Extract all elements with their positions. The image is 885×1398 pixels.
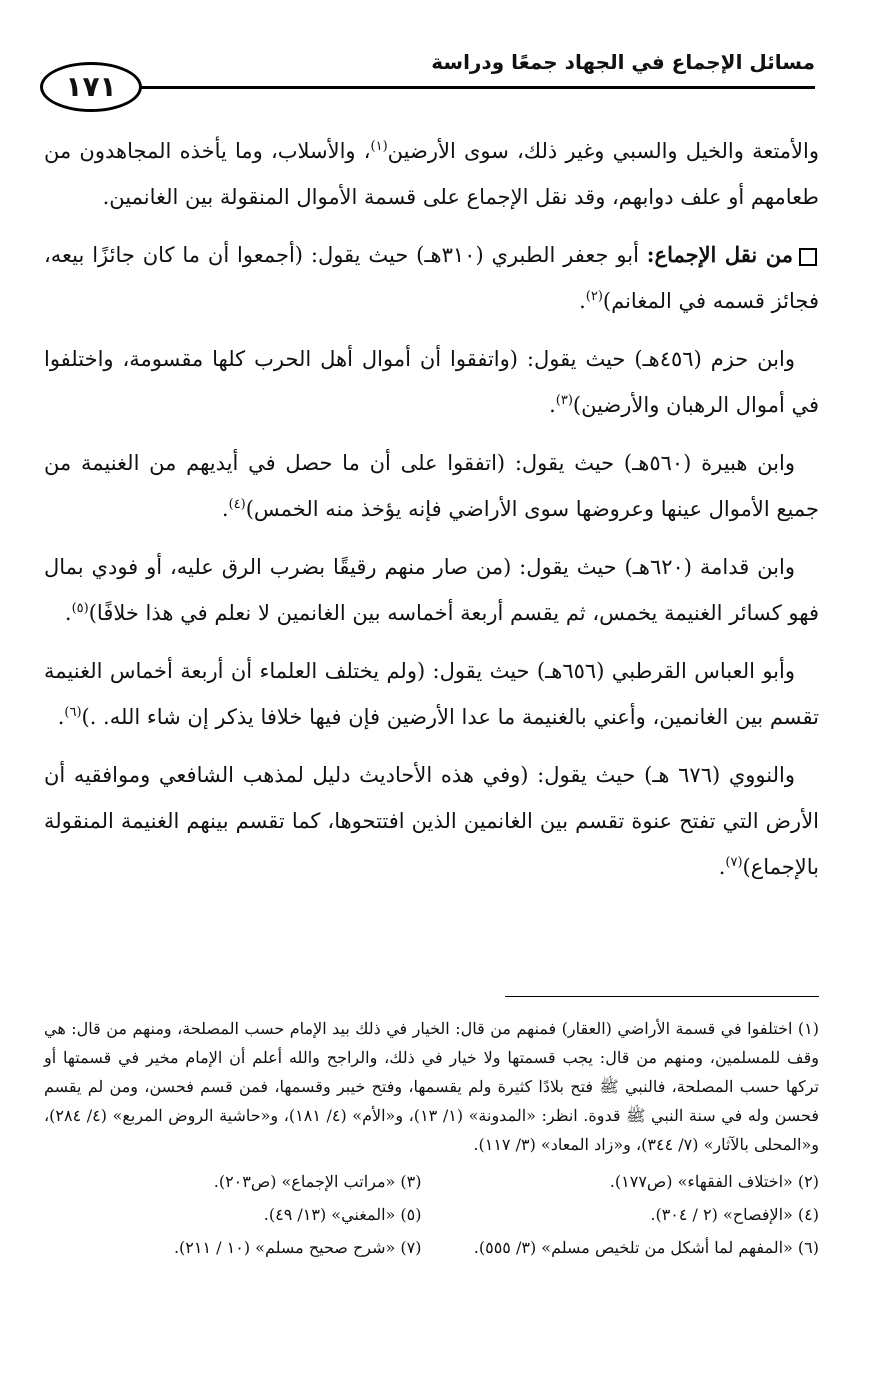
paragraph-7: والنووي (٦٧٦ هـ) حيث يقول: (وفي هذه الأحاديث دليل لمذهب الشافعي وموافقيه أن الأرض التي تفتح عنوة تقسم بين الغانمين الذين افتتحوها، كما تقسم بينهم الغنيمة المنقولة بالإجماع)$^{(٧)}$. bbox=[44, 763, 819, 879]
paragraph-2: من نقل الإجماع: أبو جعفر الطبري (٣١٠هـ) حيث يقول: (أجمعوا أن ما كان جائزًا بيعه، فجائز قسمه في المغانم)$^{(٢)}$. bbox=[44, 242, 819, 313]
footnote-2: (٢) «اختلاف الفقهاء» (ص١٧٧). bbox=[609, 1172, 819, 1191]
footnote-ref-2: (٢) bbox=[585, 289, 603, 304]
footnote-4: (٤) «الإفصاح» (٢ / ٣٠٤). bbox=[650, 1205, 819, 1224]
footnotes bbox=[44, 1014, 819, 1262]
square-bullet-icon bbox=[799, 248, 817, 266]
footnote-6: (٦) «المفهم لما أشكل من تلخيص مسلم» (٣/ ٥٥٥). bbox=[473, 1238, 819, 1257]
main-text bbox=[44, 128, 819, 902]
paragraph-6: وأبو العباس القرطبي (٦٥٦هـ) حيث يقول: (ولم يختلف العلماء أن أربعة أخماس الغنيمة تقسم بين الغانمين، وأعني بالغنيمة ما عدا الأرضين فإن فيها خلافا يذكر إن شاء الله. .)$^{(٦)}$. bbox=[44, 659, 819, 729]
footnote-ref-4: (٤) bbox=[228, 497, 246, 512]
paragraph-3: وابن حزم (٤٥٦هـ) حيث يقول: (واتفقوا أن أموال أهل الحرب كلها مقسومة، واختلفوا في أموال الرهبان والأرضين)$^{(٣)}$. bbox=[44, 347, 819, 417]
page-number: ١٧١ bbox=[40, 62, 142, 112]
footnote-1: (١) اختلفوا في قسمة الأراضي (العقار) فمنهم من قال: الخيار في ذلك بيد الإمام حسب المصلحة، ومنهم من قال: هي وقف للمسلمين، ومنهم من قال: يجب قسمتها ولا خيار في ذلك، والراجح والله أعلم أن الإمام مخير في قسمتها أو تركها حسب المصلحة، فالنبي ﷺ فتح بلادًا كثيرة ولم يقسمها، وفتح خيبر وقسمها، فمن قسم فحسن، ومن لم يقسم فحسن وله في سنة النبي ﷺ قدوة. انظر: «المدونة» (١/ ١٣)، و«الأم» (٤/ ١٨١)، و«حاشية الروض المربع» (٤/ ٢٨٤)، و«المحلى بالآثار» (٧/ ٣٤٤)، و«زاد المعاد» (٣/ ١١٧). bbox=[44, 1019, 820, 1154]
section-label: من نقل الإجماع: bbox=[646, 242, 794, 267]
footnote-7: (٧) «شرح صحيح مسلم» (١٠ / ٢١١). bbox=[173, 1238, 422, 1257]
page-header bbox=[40, 40, 815, 114]
running-title: مسائل الإجماع في الجهاد جمعًا ودراسة bbox=[431, 50, 815, 74]
footnote-divider bbox=[505, 996, 819, 997]
header-rule bbox=[140, 86, 815, 89]
footnote-ref-5: (٥) bbox=[71, 601, 89, 616]
paragraph-1: والأمتعة والخيل والسبي وغير ذلك، سوى الأرضين$^{(١)}$، والأسلاب، وما يأخذه المجاهدون من طعامهم أو علف دوابهم، وقد نقل الإجماع على قسمة الأموال المنقولة بين الغانمين. bbox=[44, 139, 820, 209]
footnote-ref-3: (٣) bbox=[555, 393, 573, 408]
footnote-3: (٣) «مراتب الإجماع» (ص٢٠٣). bbox=[213, 1172, 422, 1191]
footnote-5: (٥) «المغني» (١٣/ ٤٩). bbox=[263, 1205, 422, 1224]
footnote-ref-7: (٧) bbox=[725, 855, 743, 870]
paragraph-5: وابن قدامة (٦٢٠هـ) حيث يقول: (من صار منهم رقيقًا بضرب الرق عليه، أو فودي بمال فهو كسائر الغنيمة يخمس، ثم يقسم أربعة أخماسه بين الغانمين لا نعلم في هذا خلافًا)$^{(٥)}$. bbox=[44, 555, 819, 625]
paragraph-4: وابن هبيرة (٥٦٠هـ) حيث يقول: (اتفقوا على أن ما حصل في أيديهم من الغنيمة من جميع الأموال عينها وعروضها سوى الأراضي فإنه يؤخذ منه الخمس)$^{(٤)}$. bbox=[44, 451, 819, 521]
footnote-ref-6: (٦) bbox=[64, 705, 82, 720]
footnote-grid bbox=[44, 1167, 819, 1262]
footnote-ref-1: (١) bbox=[370, 139, 388, 154]
